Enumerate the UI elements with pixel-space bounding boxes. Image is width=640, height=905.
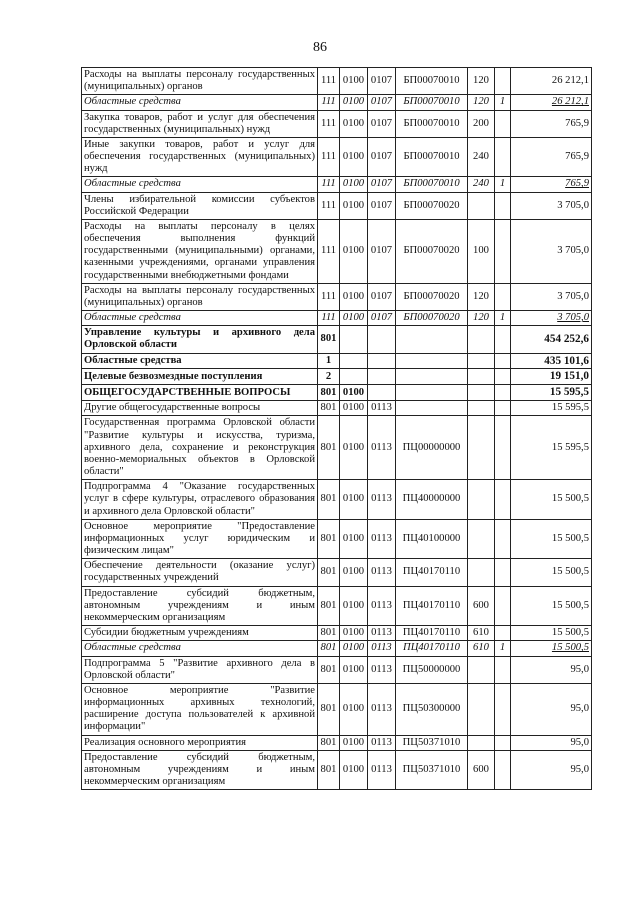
row-name: Расходы на выплаты персоналу государственных (муниципальных) органов	[82, 68, 318, 95]
row-name: Субсидии бюджетным учреждениям	[82, 626, 318, 641]
funding-source-code	[495, 137, 511, 177]
glava-code: 111	[318, 192, 340, 219]
amount: 3 705,0	[511, 219, 592, 283]
amount: 15 500,5	[511, 480, 592, 520]
target-article-code: ПЦ50000000	[396, 656, 468, 683]
expense-type-code: 200	[468, 110, 495, 137]
section-code: 0100	[340, 735, 368, 750]
amount: 765,9	[511, 137, 592, 177]
row-name: Закупка товаров, работ и услуг для обеспечения государственных (муниципальных) нужд	[82, 110, 318, 137]
row-name: Реализация основного мероприятия	[82, 735, 318, 750]
section-code: 0100	[340, 177, 368, 192]
target-article-code: ПЦ40170110	[396, 626, 468, 641]
target-article-code: ПЦ40170110	[396, 641, 468, 656]
table-row	[82, 385, 592, 401]
row-name: Государственная программа Орловской области "Развитие культуры и искусства, туризма, архивного дела, сохранение и реконструкция военно-мемориальных объектов в Орловской области"	[82, 416, 318, 480]
funding-source-code	[495, 519, 511, 559]
subsection-code: 0113	[368, 683, 396, 735]
glava-code: 1	[318, 353, 340, 369]
glava-code: 801	[318, 519, 340, 559]
funding-source-code	[495, 369, 511, 385]
row-name: Предоставление субсидий бюджетным, автономным учреждениям и иным некоммерческим организациям	[82, 586, 318, 626]
funding-source-code	[495, 401, 511, 416]
table-row	[82, 68, 592, 95]
glava-code: 801	[318, 480, 340, 520]
target-article-code: БП00070020	[396, 283, 468, 310]
expense-type-code: 610	[468, 641, 495, 656]
glava-code: 111	[318, 137, 340, 177]
subsection-code: 0113	[368, 519, 396, 559]
section-code	[340, 353, 368, 369]
budget-table-body	[82, 68, 592, 790]
amount: 19 151,0	[511, 369, 592, 385]
funding-source-code	[495, 735, 511, 750]
subsection-code	[368, 385, 396, 401]
section-code: 0100	[340, 641, 368, 656]
table-row	[82, 416, 592, 480]
amount: 454 252,6	[511, 326, 592, 353]
glava-code: 801	[318, 559, 340, 586]
section-code	[340, 326, 368, 353]
section-code: 0100	[340, 416, 368, 480]
subsection-code: 0113	[368, 401, 396, 416]
target-article-code: БП00070010	[396, 95, 468, 110]
section-code: 0100	[340, 385, 368, 401]
subsection-code: 0113	[368, 626, 396, 641]
section-code: 0100	[340, 95, 368, 110]
subsection-code: 0113	[368, 735, 396, 750]
glava-code: 801	[318, 326, 340, 353]
page-number: 86	[313, 40, 327, 55]
amount: 15 500,5	[511, 519, 592, 559]
subsection-code	[368, 353, 396, 369]
table-row	[82, 626, 592, 641]
expense-type-code	[468, 192, 495, 219]
target-article-code: ПЦ50371010	[396, 750, 468, 790]
expense-type-code	[468, 519, 495, 559]
subsection-code	[368, 369, 396, 385]
row-name: Основное мероприятие "Развитие информационных архивных технологий, расширение доступа пользователей к архивной информации"	[82, 683, 318, 735]
amount: 15 500,5	[511, 586, 592, 626]
target-article-code: ПЦ50300000	[396, 683, 468, 735]
table-row	[82, 586, 592, 626]
expense-type-code: 120	[468, 283, 495, 310]
expense-type-code: 100	[468, 219, 495, 283]
glava-code: 801	[318, 641, 340, 656]
table-row	[82, 177, 592, 192]
funding-source-code	[495, 559, 511, 586]
subsection-code: 0113	[368, 480, 396, 520]
row-name: Целевые безвозмездные поступления	[82, 369, 318, 385]
glava-code: 111	[318, 219, 340, 283]
target-article-code: БП00070020	[396, 192, 468, 219]
amount: 3 705,0	[511, 192, 592, 219]
expense-type-code	[468, 735, 495, 750]
funding-source-code	[495, 110, 511, 137]
row-name: Подпрограмма 4 "Оказание государственных услуг в сфере культуры, отраслевого образования и архивного дела Орловской области"	[82, 480, 318, 520]
expense-type-code: 120	[468, 311, 495, 326]
amount: 95,0	[511, 683, 592, 735]
section-code: 0100	[340, 192, 368, 219]
glava-code: 801	[318, 586, 340, 626]
amount: 26 212,1	[511, 68, 592, 95]
glava-code: 801	[318, 750, 340, 790]
target-article-code: БП00070020	[396, 219, 468, 283]
section-code: 0100	[340, 586, 368, 626]
section-code: 0100	[340, 656, 368, 683]
amount: 435 101,6	[511, 353, 592, 369]
expense-type-code	[468, 353, 495, 369]
funding-source-code: 1	[495, 177, 511, 192]
row-name: Подпрограмма 5 "Развитие архивного дела в Орловской области"	[82, 656, 318, 683]
section-code: 0100	[340, 683, 368, 735]
target-article-code: ПЦ40100000	[396, 519, 468, 559]
amount: 15 500,5	[511, 641, 592, 656]
table-row	[82, 137, 592, 177]
target-article-code	[396, 369, 468, 385]
table-row	[82, 192, 592, 219]
section-code: 0100	[340, 750, 368, 790]
section-code: 0100	[340, 519, 368, 559]
subsection-code: 0107	[368, 68, 396, 95]
funding-source-code	[495, 416, 511, 480]
amount: 15 595,5	[511, 416, 592, 480]
glava-code: 111	[318, 177, 340, 192]
subsection-code: 0107	[368, 311, 396, 326]
glava-code: 801	[318, 735, 340, 750]
row-name: Члены избирательной комиссии субъектов Российской Федерации	[82, 192, 318, 219]
section-code: 0100	[340, 559, 368, 586]
row-name: Расходы на выплаты персоналу в целях обеспечения выполнения функций государственными (муниципальными) органами, казенными учреждениями, органами управления государственными внебюджетными фондами	[82, 219, 318, 283]
funding-source-code	[495, 626, 511, 641]
target-article-code: БП00070010	[396, 137, 468, 177]
subsection-code: 0107	[368, 219, 396, 283]
table-row	[82, 326, 592, 353]
row-name: Областные средства	[82, 95, 318, 110]
table-row	[82, 641, 592, 656]
funding-source-code	[495, 192, 511, 219]
subsection-code: 0107	[368, 95, 396, 110]
table-row	[82, 519, 592, 559]
expense-type-code: 120	[468, 95, 495, 110]
expense-type-code	[468, 559, 495, 586]
table-row	[82, 283, 592, 310]
table-row	[82, 369, 592, 385]
budget-table	[81, 67, 592, 790]
target-article-code: БП00070010	[396, 110, 468, 137]
row-name: Другие общегосударственные вопросы	[82, 401, 318, 416]
expense-type-code: 120	[468, 68, 495, 95]
expense-type-code	[468, 480, 495, 520]
section-code: 0100	[340, 137, 368, 177]
amount: 95,0	[511, 656, 592, 683]
section-code: 0100	[340, 110, 368, 137]
subsection-code: 0113	[368, 559, 396, 586]
funding-source-code	[495, 750, 511, 790]
subsection-code: 0107	[368, 177, 396, 192]
amount: 765,9	[511, 177, 592, 192]
table-row	[82, 735, 592, 750]
amount: 15 595,5	[511, 385, 592, 401]
expense-type-code	[468, 656, 495, 683]
expense-type-code: 600	[468, 750, 495, 790]
row-name: Управление культуры и архивного дела Орловской области	[82, 326, 318, 353]
target-article-code	[396, 401, 468, 416]
funding-source-code	[495, 283, 511, 310]
amount: 15 500,5	[511, 559, 592, 586]
section-code: 0100	[340, 401, 368, 416]
glava-code: 801	[318, 385, 340, 401]
glava-code: 801	[318, 656, 340, 683]
amount: 15 500,5	[511, 626, 592, 641]
target-article-code: ПЦ50371010	[396, 735, 468, 750]
amount: 26 212,1	[511, 95, 592, 110]
table-row	[82, 110, 592, 137]
target-article-code: ПЦ40000000	[396, 480, 468, 520]
expense-type-code: 240	[468, 137, 495, 177]
row-name: Расходы на выплаты персоналу государственных (муниципальных) органов	[82, 283, 318, 310]
funding-source-code: 1	[495, 311, 511, 326]
subsection-code: 0107	[368, 283, 396, 310]
funding-source-code	[495, 480, 511, 520]
target-article-code: БП00070020	[396, 311, 468, 326]
table-row	[82, 656, 592, 683]
target-article-code: ПЦ40170110	[396, 586, 468, 626]
amount: 765,9	[511, 110, 592, 137]
table-row	[82, 219, 592, 283]
target-article-code	[396, 353, 468, 369]
amount: 3 705,0	[511, 283, 592, 310]
section-code	[340, 369, 368, 385]
glava-code: 111	[318, 283, 340, 310]
funding-source-code: 1	[495, 641, 511, 656]
target-article-code: БП00070010	[396, 68, 468, 95]
expense-type-code	[468, 326, 495, 353]
funding-source-code	[495, 683, 511, 735]
subsection-code: 0113	[368, 641, 396, 656]
expense-type-code	[468, 401, 495, 416]
section-code: 0100	[340, 311, 368, 326]
amount: 15 595,5	[511, 401, 592, 416]
section-code: 0100	[340, 283, 368, 310]
amount: 3 705,0	[511, 311, 592, 326]
row-name: ОБЩЕГОСУДАРСТВЕННЫЕ ВОПРОСЫ	[82, 385, 318, 401]
funding-source-code	[495, 656, 511, 683]
subsection-code: 0113	[368, 656, 396, 683]
funding-source-code	[495, 219, 511, 283]
expense-type-code	[468, 385, 495, 401]
glava-code: 2	[318, 369, 340, 385]
subsection-code: 0107	[368, 137, 396, 177]
amount: 95,0	[511, 735, 592, 750]
row-name: Областные средства	[82, 311, 318, 326]
target-article-code: ПЦ40170110	[396, 559, 468, 586]
glava-code: 111	[318, 311, 340, 326]
row-name: Предоставление субсидий бюджетным, автономным учреждениям и иным некоммерческим организациям	[82, 750, 318, 790]
glava-code: 801	[318, 401, 340, 416]
glava-code: 111	[318, 68, 340, 95]
glava-code: 801	[318, 683, 340, 735]
target-article-code: БП00070010	[396, 177, 468, 192]
table-row	[82, 559, 592, 586]
funding-source-code	[495, 586, 511, 626]
funding-source-code	[495, 353, 511, 369]
subsection-code: 0113	[368, 586, 396, 626]
expense-type-code: 610	[468, 626, 495, 641]
amount: 95,0	[511, 750, 592, 790]
table-row	[82, 311, 592, 326]
row-name: Областные средства	[82, 177, 318, 192]
row-name: Областные средства	[82, 353, 318, 369]
row-name: Основное мероприятие "Предоставление информационных услуг юридическим и физическим лицам"	[82, 519, 318, 559]
table-row	[82, 95, 592, 110]
target-article-code	[396, 326, 468, 353]
expense-type-code	[468, 369, 495, 385]
table-row	[82, 683, 592, 735]
table-row	[82, 353, 592, 369]
target-article-code	[396, 385, 468, 401]
glava-code: 801	[318, 626, 340, 641]
section-code: 0100	[340, 219, 368, 283]
funding-source-code	[495, 326, 511, 353]
row-name: Обеспечение деятельности (оказание услуг) государственных учреждений	[82, 559, 318, 586]
table-row	[82, 401, 592, 416]
row-name: Иные закупки товаров, работ и услуг для обеспечения государственных (муниципальных) нужд	[82, 137, 318, 177]
subsection-code: 0113	[368, 416, 396, 480]
table-row	[82, 480, 592, 520]
glava-code: 801	[318, 416, 340, 480]
funding-source-code	[495, 68, 511, 95]
expense-type-code: 600	[468, 586, 495, 626]
section-code: 0100	[340, 626, 368, 641]
subsection-code	[368, 326, 396, 353]
table-row	[82, 750, 592, 790]
row-name: Областные средства	[82, 641, 318, 656]
section-code: 0100	[340, 480, 368, 520]
expense-type-code	[468, 416, 495, 480]
expense-type-code: 240	[468, 177, 495, 192]
glava-code: 111	[318, 95, 340, 110]
subsection-code: 0113	[368, 750, 396, 790]
glava-code: 111	[318, 110, 340, 137]
subsection-code: 0107	[368, 192, 396, 219]
section-code: 0100	[340, 68, 368, 95]
target-article-code: ПЦ00000000	[396, 416, 468, 480]
subsection-code: 0107	[368, 110, 396, 137]
expense-type-code	[468, 683, 495, 735]
funding-source-code: 1	[495, 95, 511, 110]
funding-source-code	[495, 385, 511, 401]
